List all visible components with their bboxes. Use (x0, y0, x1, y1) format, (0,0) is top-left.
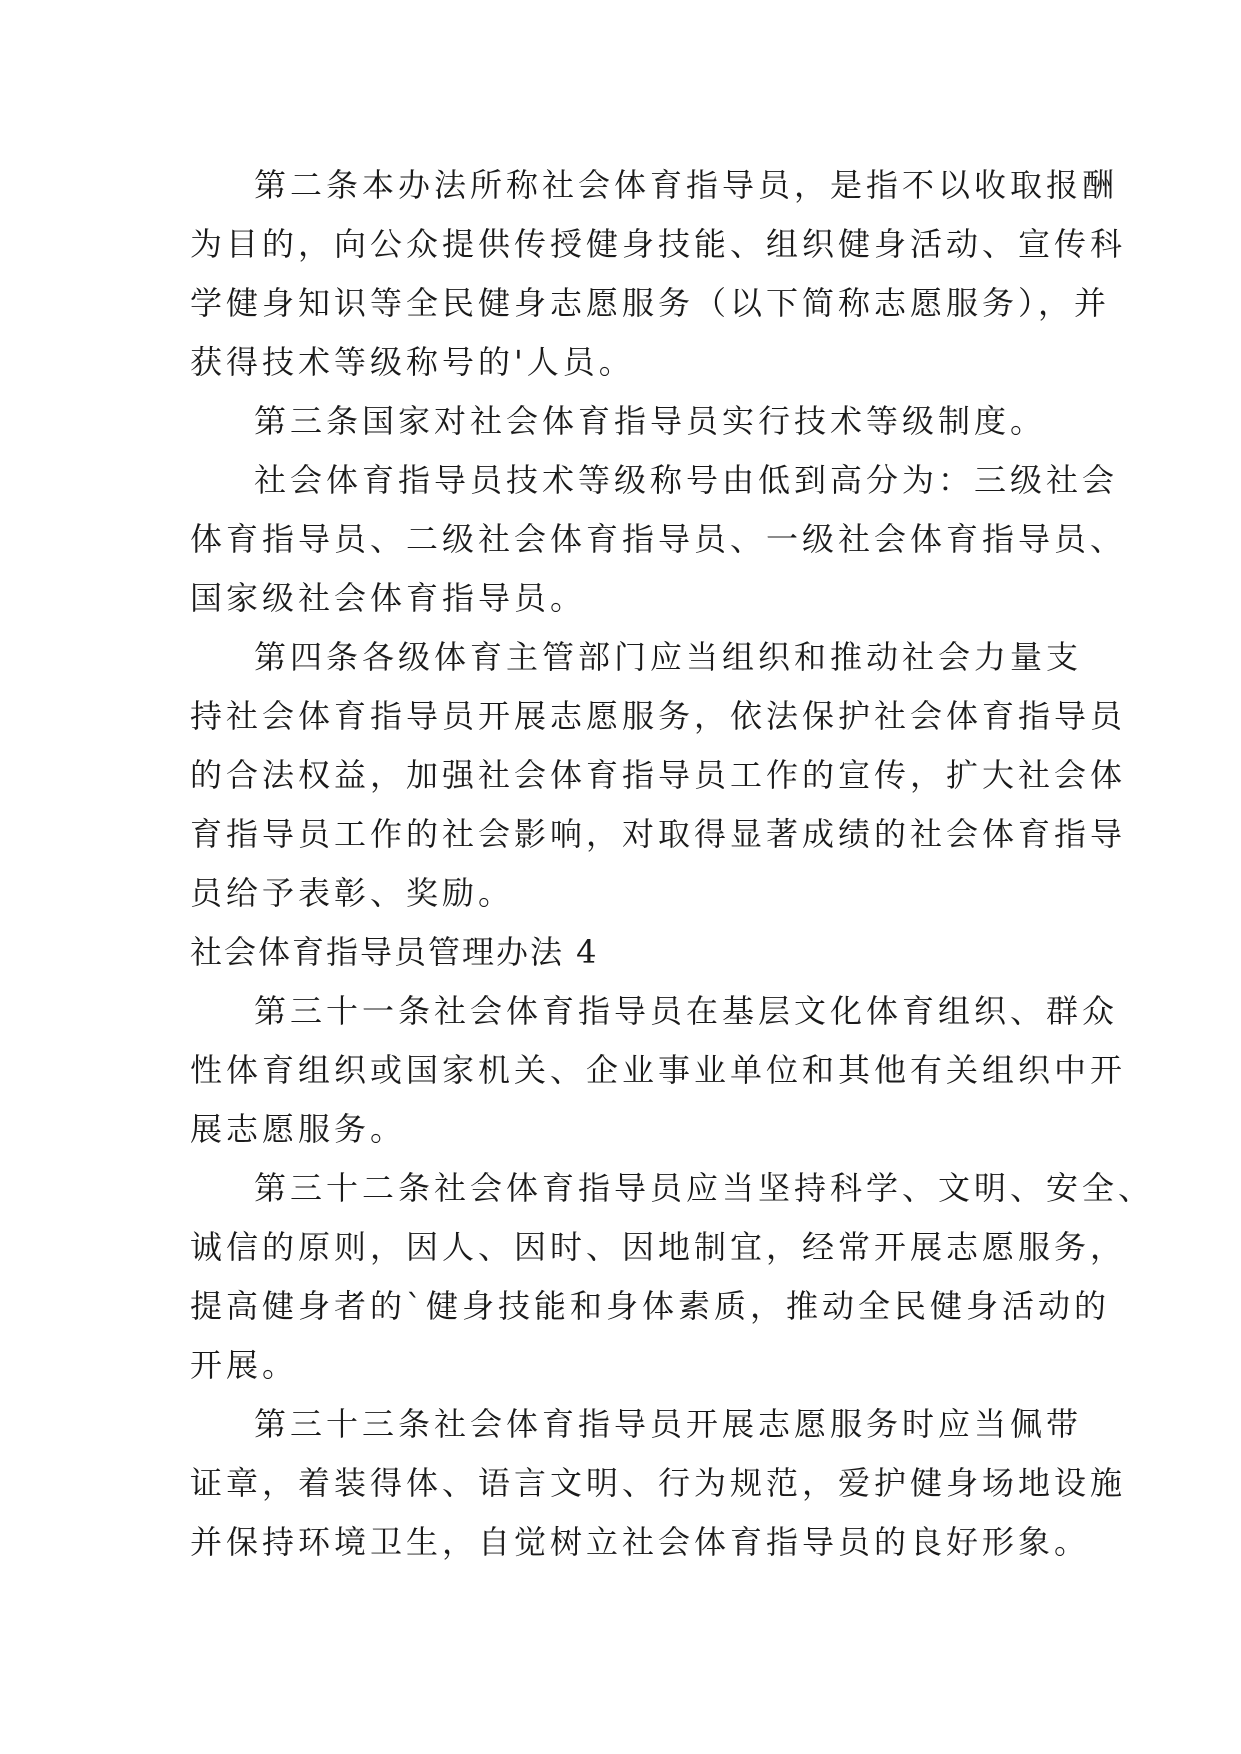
paragraph-article-33 (190, 1395, 1127, 1572)
text-line: 开展。 (190, 1346, 299, 1384)
paragraph-article-4 (190, 628, 1127, 923)
text-line: 学健身知识等全民健身志愿服务（以下简称志愿服务），并 (190, 284, 1111, 322)
section-heading (190, 923, 1065, 982)
paragraph-article-3 (190, 392, 1065, 451)
text-line: 体育指导员、二级社会体育指导员、一级社会体育指导员、 (190, 520, 1127, 558)
text-line: 展志愿服务。 (190, 1110, 407, 1148)
text-line: 获得技术等级称号的'人员。 (190, 343, 635, 381)
text-line: 育指导员工作的社会影响，对取得显著成绩的社会体育指导 (190, 815, 1127, 853)
text-line: 为目的，向公众提供传授健身技能、组织健身活动、宣传科 (190, 225, 1127, 263)
text-line: 第二条本办法所称社会体育指导员，是指不以收取报酬 (254, 166, 1119, 204)
text-line: 第三条国家对社会体育指导员实行技术等级制度。 (254, 402, 1047, 440)
paragraph-article-3-levels (190, 451, 1127, 628)
text-line: 员给予表彰、奖励。 (190, 874, 515, 912)
text-line: 诚信的原则，因人、因时、因地制宜，经常开展志愿服务， (190, 1228, 1127, 1266)
text-line: 的合法权益，加强社会体育指导员工作的宣传，扩大社会体 (190, 756, 1127, 794)
section-title: 社会体育指导员管理办法 4 (190, 933, 599, 971)
text-line: 证章，着装得体、语言文明、行为规范，爱护健身场地设施 (190, 1464, 1127, 1502)
paragraph-article-32 (190, 1159, 1155, 1395)
text-line: 国家级社会体育指导员。 (190, 579, 587, 617)
document-page (190, 156, 1155, 1572)
text-line: 第三十二条社会体育指导员应当坚持科学、文明、安全、 (254, 1169, 1155, 1207)
text-line: 持社会体育指导员开展志愿服务，依法保护社会体育指导员 (190, 697, 1127, 735)
text-line: 第四条各级体育主管部门应当组织和推动社会力量支 (254, 638, 1083, 676)
text-line: 第三十三条社会体育指导员开展志愿服务时应当佩带 (254, 1405, 1083, 1443)
text-line: 并保持环境卫生，自觉树立社会体育指导员的良好形象。 (190, 1523, 1091, 1561)
text-line: 社会体育指导员技术等级称号由低到高分为：三级社会 (254, 461, 1119, 499)
text-line: 第三十一条社会体育指导员在基层文化体育组织、群众 (254, 992, 1119, 1030)
text-line: 性体育组织或国家机关、企业事业单位和其他有关组织中开 (190, 1051, 1127, 1089)
paragraph-article-2 (190, 156, 1127, 392)
paragraph-article-31 (190, 982, 1127, 1159)
text-line: 提高健身者的`健身技能和身体素质，推动全民健身活动的 (190, 1287, 1111, 1325)
